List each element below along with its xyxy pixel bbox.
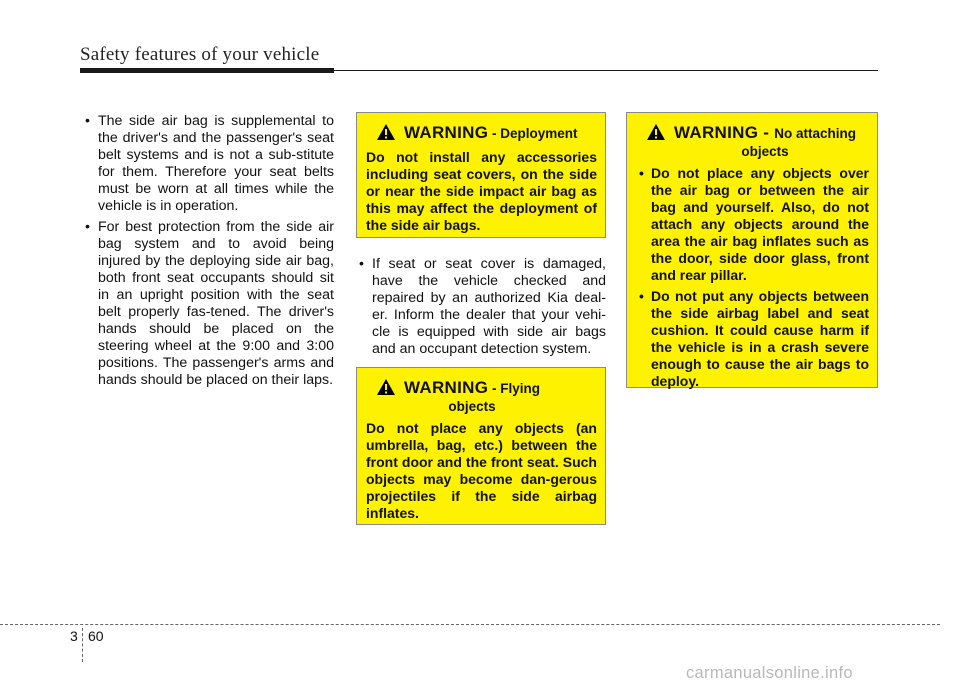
left-bullet-list <box>82 113 334 389</box>
list-item: • The side air bag is supplemental to the driver's and the passenger's seat belt systems and is not a sub-stitute for them. Therefore your seat belts must be worn at all times while the vehicle is in operation. <box>82 113 334 215</box>
warning-bullet-list <box>636 165 869 390</box>
chapter-number: 3 <box>70 628 78 644</box>
warning-label: WARNING <box>404 378 489 397</box>
title-rule-thin <box>80 70 878 71</box>
warning-header <box>366 378 597 414</box>
footer-divider <box>0 624 940 625</box>
list-item: • If seat or seat cover is damaged, have the vehicle checked and repaired by an authorized Kia deal-er. Inform the dealer that your vehi-cle is equipped with side air bags and an occupant detection system. <box>356 256 606 358</box>
warning-header <box>366 123 597 143</box>
left-column <box>82 113 334 393</box>
watermark: carmanualsonline.info <box>686 664 853 682</box>
warning-header <box>636 123 869 159</box>
footer-vertical-divider <box>82 628 83 662</box>
warning-triangle-icon <box>646 123 666 141</box>
list-item: • Do not place any objects over the air bag or between the air bag and yourself. Also, do not attach any objects around the area the air bag inflates such as the door, side door glass, front and rear pillar. <box>636 165 869 284</box>
warning-subtitle: No attaching <box>774 126 857 141</box>
warning-subtitle-line2: objects <box>448 399 496 414</box>
middle-column <box>356 256 606 362</box>
warning-triangle-icon <box>376 123 396 141</box>
warning-subtitle: - Flying <box>488 381 541 396</box>
warning-subtitle-line2: objects <box>741 144 789 159</box>
list-item: • Do not put any objects between the side airbag label and seat cushion. It could cause harm if the vehicle is in a crash severe enough to cause the air bags to deploy. <box>636 288 869 390</box>
warning-triangle-icon <box>376 378 396 396</box>
warning-box-no-attaching-objects <box>626 112 878 388</box>
warning-label: WARNING - <box>674 123 775 142</box>
warning-text: Do not install any accessories including seat covers, on the side or near the side impact air bag as this may affect the deployment of the side air bags. <box>366 149 597 233</box>
page-number: 60 <box>88 628 104 644</box>
warning-box-flying-objects <box>356 367 606 525</box>
warning-subtitle: - Deployment <box>488 126 578 141</box>
middle-bullet-list <box>356 256 606 358</box>
list-item: • For best protection from the side air bag system and to avoid being injured by the deploying side air bag, both front seat occupants should sit in an upright position with the seat belt properly fas-tened. The driver's hands should be placed on the steering wheel at the 9:00 and 3:00 positions. The passenger's arms and hands should be placed on their laps. <box>82 219 334 389</box>
section-title: Safety features of your vehicle <box>80 44 320 65</box>
warning-label: WARNING <box>404 123 489 142</box>
warning-text: Do not place any objects (an umbrella, bag, etc.) between the front door and the front seat. Such objects may become dan-gerous projectiles if the side airbag inflates. <box>366 420 597 521</box>
warning-box-deployment <box>356 112 606 238</box>
